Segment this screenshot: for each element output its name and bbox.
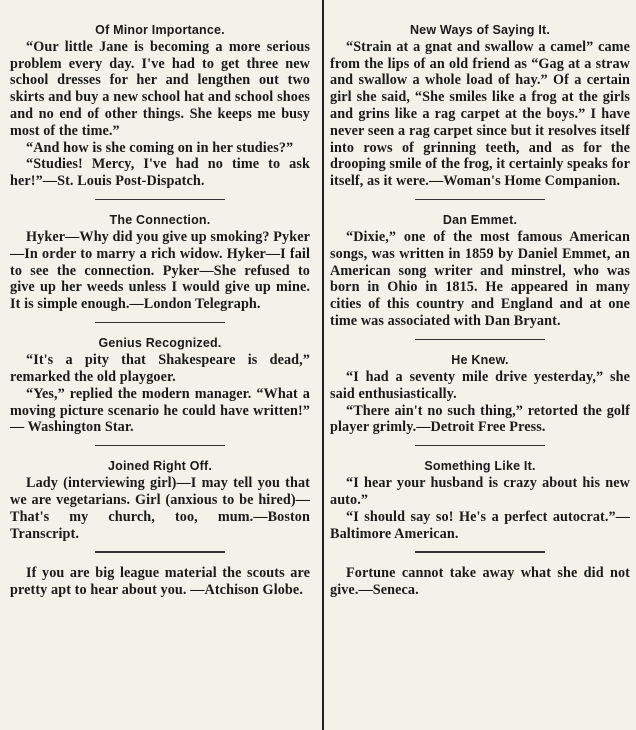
section-divider [415, 199, 545, 200]
right-column [330, 0, 630, 598]
article-the-connection [10, 212, 310, 313]
section-divider [415, 339, 545, 340]
article-heading: Dan Emmet. [442, 213, 518, 228]
article-heading: Something Like It. [424, 459, 536, 474]
filler-item [10, 565, 310, 599]
article-paragraph: “Our little Jane is becoming a more serious problem every day. I've had to get three new school dresses for her and lengthen out two skirts and buy a new school hat and school shoes and no end of other things. She keeps me busy most of the time.” [10, 38, 310, 139]
article-paragraph: If you are big league material the scouts are pretty apt to hear about you. —Atchison Globe. [10, 564, 310, 598]
article-new-ways-of-saying-it [330, 22, 630, 190]
article-paragraph: “Studies! Mercy, I've had no time to ask her!”—St. Louis Post-Dispatch. [10, 156, 310, 190]
article-heading: New Ways of Saying It. [409, 23, 551, 37]
section-divider [95, 551, 225, 552]
article-heading: He Knew. [451, 353, 509, 368]
article-he-knew [330, 352, 630, 436]
article-paragraph: “Dixie,” one of the most famous American songs, was written in 1859 by Daniel Emmet, an American song writer and minstrel, who was born in Ohio in 1815. He appeared in many cities of this country and England and at one time was associated with Dan Bryant. [330, 229, 630, 330]
article-paragraph: “Yes,” replied the modern manager. “What a moving picture scenario he could have written!” — Washington Star. [10, 385, 310, 436]
filler-item [330, 565, 630, 599]
article-something-like-it [330, 458, 630, 542]
article-heading: Joined Right Off. [107, 459, 213, 474]
article-paragraph: “It's a pity that Shakespeare is dead,” remarked the old playgoer. [10, 352, 310, 385]
article-heading: Of Minor Importance. [95, 23, 225, 37]
article-dan-emmet [330, 212, 630, 330]
section-divider [95, 199, 225, 200]
article-paragraph: “Strain at a gnat and swallow a camel” came from the lips of an old friend as “Gag at a straw and swallow a whole load of hay.” Of a certain girl she said, “She smiles like a frog at the girls and grins like a rag carpet at the boys.” I have never seen a rag carpet since but it resolves itself into rows of grinning teeth, and as for the drooping smile of the frog, it certainly speaks for itself, as it were.—Woman's Home Companion. [330, 38, 630, 190]
section-divider [415, 551, 545, 552]
column-rule [322, 0, 324, 730]
article-paragraph: Lady (interviewing girl)—I may tell you that we are vegetarians. Girl (anxious to be hired)—That's my church, too, mum.—Boston Transcript. [10, 475, 310, 542]
section-divider [415, 445, 545, 446]
article-paragraph: Hyker—Why did you give up smoking? Pyker—In order to marry a rich widow. Hyker—I fail to see the connection. Pyker—She refused to give up her weeds unless I would give up mine. It is simple enough.—London Telegraph. [10, 229, 310, 313]
section-divider [95, 322, 225, 323]
left-column [10, 0, 310, 598]
article-paragraph: “I should say so! He's a perfect autocrat.”—Baltimore American. [330, 508, 630, 542]
article-paragraph: “And how is she coming on in her studies?” [26, 139, 294, 156]
article-joined-right-off [10, 458, 310, 542]
section-divider [95, 445, 225, 446]
article-paragraph: “There ain't no such thing,” retorted the golf player grimly.—Detroit Free Press. [330, 402, 630, 436]
article-paragraph: “I had a seventy mile drive yesterday,” she said enthusiastically. [330, 368, 630, 402]
article-paragraph: Fortune cannot take away what she did not give.—Seneca. [330, 564, 630, 598]
article-heading: Genius Recognized. [98, 336, 222, 351]
article-heading: The Connection. [109, 213, 211, 228]
article-paragraph: “I hear your husband is crazy about his new auto.” [330, 475, 630, 509]
article-genius-recognized [10, 335, 310, 436]
article-of-minor-importance [10, 22, 310, 190]
